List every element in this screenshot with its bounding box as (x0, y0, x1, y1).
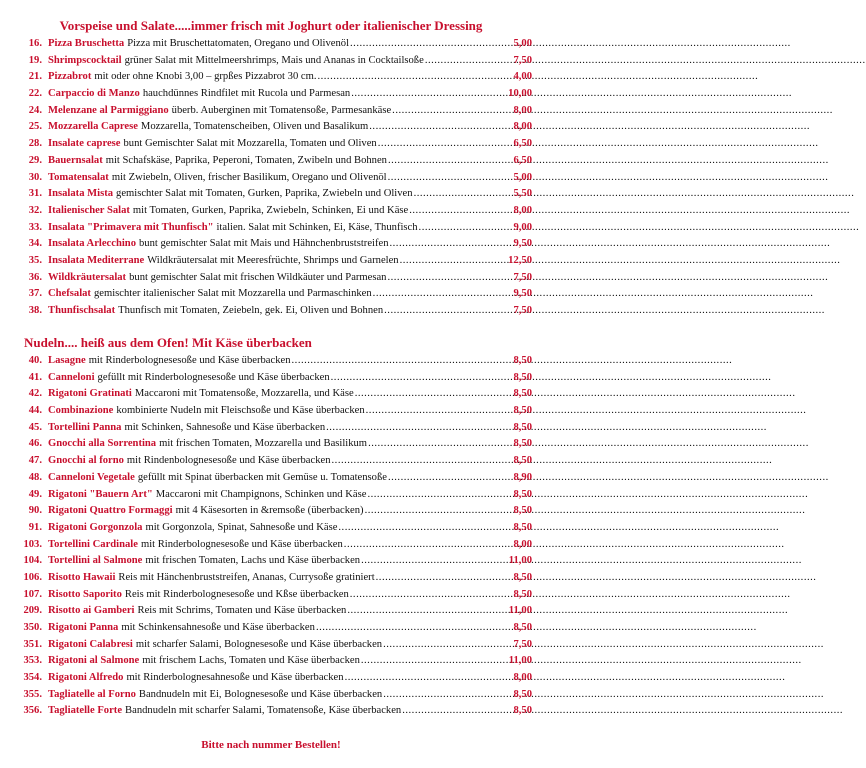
menu-item-description: grüner Salat mit Mittelmeershrimps, Mais und Ananas in Cocktailsoße (124, 54, 424, 66)
menu-item-number: 22. (28, 88, 42, 100)
menu-item-name: Canneloni Vegetale (48, 471, 135, 483)
menu-item-price: 8,50 (513, 455, 532, 467)
menu-item-price: 7,50 (513, 271, 532, 283)
menu-item-price: 8,00 (513, 204, 532, 216)
menu-item-description: mit Rinderbolognesesoße und Käse überbacken (88, 355, 291, 366)
menu-item-number: 350. (23, 622, 42, 633)
menu-item-number: 107. (23, 588, 42, 600)
menu-item-price: 8,50 (513, 438, 532, 450)
leader-dots (326, 420, 512, 437)
menu-item (12, 403, 532, 420)
menu-item-number: 31. (28, 188, 42, 200)
menu-item (12, 537, 532, 554)
leader-dots (383, 637, 512, 654)
menu-item-description: mit Tomaten, Gurken, Paprika, Zwiebeln, Schinken, Ei und Käse (132, 204, 409, 216)
leader-dots (292, 353, 513, 370)
menu-item-price: 6,50 (513, 154, 532, 166)
menu-item (12, 420, 532, 437)
leader-dots (338, 520, 512, 537)
leader-dots (355, 386, 513, 403)
menu-item (12, 270, 532, 287)
menu-item-description: gemischter Salat mit Tomaten, Gurken, Paprika, Zwiebeln und Oliven (116, 188, 413, 200)
menu-item-number: 32. (28, 204, 42, 216)
menu-item-name: Tagliatelle al Forno (48, 688, 136, 700)
menu-item-number: 90. (28, 505, 42, 517)
menu-item-name: Risotto ai Gamberi (48, 605, 135, 617)
menu-item-price: 8,90 (513, 471, 532, 483)
menu-item-number: 24. (28, 104, 42, 116)
menu-item-name: Insalata Arlecchino (48, 238, 136, 250)
leader-dots (317, 69, 512, 86)
menu-item (12, 570, 532, 587)
menu-item-price: 12,50 (508, 254, 532, 266)
menu-item-name: Insalata Mista (48, 188, 114, 200)
menu-item-number: 355. (23, 688, 42, 700)
menu-item-price: 7,50 (513, 638, 532, 650)
menu-item-name: Tortellini Panna (48, 421, 122, 433)
menu-item-name: Insalata "Primavera mit Thunfisch" (48, 221, 214, 233)
menu-item-number: 33. (28, 221, 42, 233)
menu-item-price: 8,00 (513, 672, 532, 684)
leader-dots (350, 36, 512, 53)
menu-item-description: mit Zwiebeln, Oliven, frischer Basilikum, Oregano und Olivenöl (111, 171, 387, 183)
menu-item-number: 40. (28, 355, 42, 366)
leader-dots (365, 503, 513, 520)
pasta-section-title: Nudeln.... heiß aus dem Ofen! Mit Käse überbacken (24, 335, 312, 350)
menu-item-description: mit Rindenbolognesesoße und Käse überbacken (126, 455, 331, 467)
leader-dots (419, 220, 513, 237)
menu-item-name: Gnocchi alla Sorrentina (48, 438, 157, 450)
menu-item-name: Italienischer Salat (48, 204, 130, 216)
menu-item-price: 8,50 (513, 355, 532, 366)
menu-item-description: mit oder ohne Knobi 3,00 – grpßes Pizzabrot 30 cm. (94, 71, 317, 83)
menu-item (12, 286, 532, 303)
menu-item-description: italien. Salat mit Schinken, Ei, Käse, Thunfisch (216, 221, 418, 233)
menu-item-number: 103. (23, 538, 42, 550)
menu-item (12, 553, 532, 570)
menu-item-price: 8,50 (513, 388, 532, 400)
menu-item-number: 29. (28, 154, 42, 166)
menu-item-description: mit frischem Lachs, Tomaten und Käse überbacken (142, 655, 360, 667)
menu-item-price: 8,00 (513, 121, 532, 133)
menu-item-price: 9,00 (513, 221, 532, 233)
menu-item (12, 470, 532, 487)
menu-item-name: Rigatoni Gorgonzola (48, 521, 143, 533)
menu-item (12, 86, 532, 103)
leader-dots (425, 53, 513, 70)
leader-dots (383, 687, 512, 704)
menu-item-description: bunt gemischter Salat mit frischen Wildkäuter und Parmesan (129, 271, 387, 283)
leader-dots (387, 270, 512, 287)
leader-dots (373, 286, 513, 303)
menu-item-name: Insalate caprese (48, 138, 121, 150)
menu-item-number: 35. (28, 254, 42, 266)
menu-item (12, 253, 532, 270)
menu-item-number: 106. (23, 571, 42, 583)
menu-item-name: Tortellini al Salmone (48, 555, 143, 567)
menu-item-description: Maccaroni mit Tomatensoße, Mozzarella, und Käse (134, 388, 354, 400)
menu-item-price: 8,50 (513, 705, 532, 717)
menu-item-number: 48. (28, 471, 42, 483)
menu-item-name: Tortellini Cardinale (48, 538, 138, 550)
menu-item-description: überb. Auberginen mit Tomatensoße, Parmesankäse (171, 104, 392, 116)
leader-dots (344, 537, 513, 554)
menu-item-number: 16. (28, 38, 42, 49)
menu-item-price: 8,50 (513, 405, 532, 417)
leader-dots (414, 186, 513, 203)
menu-item-price: 8,50 (513, 488, 532, 500)
menu-item-description: Thunfisch mit Tomaten, Zeiebeln, gek. Ei, Oliven und Bohnen (118, 305, 384, 316)
menu-item-name: Tagliatelle Forte (48, 705, 123, 717)
leader-dots (402, 703, 512, 720)
menu-item-name: Rigatoni "Bauern Art" (48, 488, 153, 500)
menu-item-description: Mozzarella, Tomatenscheiben, Oliven und Basalikum (140, 121, 369, 133)
menu-item-number: 49. (28, 488, 42, 500)
menu-item-description: bunt gemischter Salat mit Mais und Hähnchenbruststreifen (139, 238, 389, 250)
leader-dots (350, 587, 513, 604)
menu-item-number: 353. (23, 655, 42, 667)
menu-item-description: Wildkräutersalat mit Meeresfrüchte, Shrimps und Garnelen (147, 254, 399, 266)
menu-item (12, 36, 532, 53)
leader-dots (316, 620, 513, 637)
leader-dots (400, 253, 508, 270)
menu-item-number: 45. (28, 421, 42, 433)
leader-dots (376, 570, 513, 587)
menu-item-price: 8,50 (513, 588, 532, 600)
menu-item (12, 637, 532, 654)
leader-dots (388, 170, 513, 187)
menu-item-number: 209. (23, 605, 42, 617)
menu-item-name: Risotto Saporito (48, 588, 122, 600)
menu-item (12, 69, 532, 86)
menu-item-description: mit scharfer Salami, Bolognesesoße und Käse überbacken (135, 638, 383, 650)
menu-item-name: Tomatensalat (48, 171, 109, 183)
leader-dots (368, 436, 512, 453)
menu-item-description: kombinierte Nudeln mit Fleischsoße und Käse überbacken (116, 405, 365, 417)
menu-item-name: Rigatoni Alfredo (48, 672, 124, 684)
menu-item-description: mit Rinderbolognesahnesoße und Käse überbacken (126, 672, 344, 684)
menu-item-description: Bandnudeln mit Ei, Bolognesesoße und Käse überbacken (138, 688, 383, 700)
menu-item (12, 236, 532, 253)
menu-item-price: 4,00 (513, 71, 532, 83)
leader-dots (369, 119, 512, 136)
menu-item-number: 41. (28, 371, 42, 383)
menu-item-number: 19. (28, 54, 42, 66)
menu-item-price: 8,50 (513, 421, 532, 433)
menu-item (12, 303, 532, 320)
menu-item-name: Chefsalat (48, 288, 91, 300)
menu-item-description: Reis mit Hänchenbruststreifen, Ananas, Currysoße gratiniert (118, 571, 375, 583)
leader-dots (366, 403, 513, 420)
leader-dots (390, 236, 513, 253)
menu-item-price: 7,50 (513, 54, 532, 66)
leader-dots (345, 670, 513, 687)
menu-item-description: mit frischen Tomaten, Mozzarella und Basilikum (159, 438, 368, 450)
menu-item-name: Rigatoni Panna (48, 622, 119, 633)
menu-item-description: mit frischen Tomaten, Lachs und Käse überbacken (145, 555, 361, 567)
menu-item-name: Melenzane al Parmiggiano (48, 104, 169, 116)
menu-item (12, 370, 532, 387)
menu-item-price: 5,00 (513, 171, 532, 183)
menu-item-price: 10,00 (508, 88, 532, 100)
menu-item-description: mit Schafskäse, Paprika, Peperoni, Tomaten, Zwibeln und Bohnen (105, 154, 387, 166)
leader-dots (384, 303, 512, 320)
menu-item-description: gefüllt mit Spinat überbacken mit Gemüse u. Tomatensoße (137, 471, 387, 483)
menu-item (12, 186, 532, 203)
menu-item-number: 28. (28, 138, 42, 150)
menu-item-number: 356. (23, 705, 42, 717)
menu-item-name: Rigatoni Calabresi (48, 638, 133, 650)
menu-item-number: 91. (28, 521, 42, 533)
menu-item (12, 153, 532, 170)
leader-dots (361, 653, 508, 670)
menu-item-number: 42. (28, 388, 42, 400)
menu-item-name: Lasagne (48, 355, 86, 366)
leader-dots (347, 603, 507, 620)
menu-item-price: 8,50 (513, 505, 532, 517)
menu-item-price: 5,00 (513, 38, 532, 49)
menu-item-name: Rigatoni Quattro Formaggi (48, 505, 173, 517)
order-note: Bitte nach nummer Bestellen! (201, 739, 341, 751)
menu-item-description: mit Gorgonzola, Spinat, Sahnesoße und Käse (145, 521, 338, 533)
menu-item-price: 11,00 (508, 655, 532, 667)
menu-item-price: 8,50 (513, 571, 532, 583)
menu-item (12, 103, 532, 120)
leader-dots (388, 153, 512, 170)
menu-item-description: Bandnudeln mit scharfer Salami, Tomatensoße, Käse überbacken (125, 705, 402, 717)
menu-item (12, 119, 532, 136)
menu-item (12, 587, 532, 604)
menu-item-description: gefüllt mit Rinderbolognesesoße und Käse überbacken (97, 371, 330, 383)
menu-item-price: 8,00 (513, 104, 532, 116)
menu-item-description: mit Schinken, Sahnesoße und Käse überbacken (124, 421, 326, 433)
menu-item-description: bunt Gemischter Salat mit Mozzarella, Tomaten und Oliven (123, 138, 377, 150)
menu-item-number: 351. (23, 638, 42, 650)
menu-item (12, 503, 532, 520)
menu-item (12, 620, 532, 637)
menu-item-price: 11,00 (508, 605, 532, 617)
menu-item (12, 703, 532, 720)
menu-item-number: 25. (28, 121, 42, 133)
menu-item-name: Pizzabrot (48, 71, 92, 83)
menu-item-number: 104. (23, 555, 42, 567)
menu-item-price: 7,50 (513, 305, 532, 316)
menu-item-number: 36. (28, 271, 42, 283)
menu-item-number: 34. (28, 238, 42, 250)
leader-dots (332, 453, 513, 470)
menu-item-name: Rigatoni al Salmone (48, 655, 140, 667)
menu-item (12, 670, 532, 687)
menu-item-number: 21. (28, 71, 42, 83)
menu-item (12, 453, 532, 470)
menu-item (12, 170, 532, 187)
menu-item (12, 653, 532, 670)
menu-item (12, 520, 532, 537)
menu-item-name: Canneloni (48, 371, 95, 383)
menu-item-price: 11,00 (508, 555, 532, 567)
menu-item-name: Shrimpscocktail (48, 54, 122, 66)
menu-item-number: 46. (28, 438, 42, 450)
menu-item-price: 9,50 (513, 238, 532, 250)
menu-item (12, 220, 532, 237)
menu-item-description: mit Schinkensahnesoße und Käse überbacken (121, 622, 315, 633)
menu-item-description: Maccaroni mit Champignons, Schinken und Käse (155, 488, 367, 500)
menu-item-name: Pizza Bruschetta (48, 38, 125, 49)
menu-item-price: 5,50 (513, 188, 532, 200)
menu-item-name: Risotto Hawaii (48, 571, 116, 583)
menu-item-number: 30. (28, 171, 42, 183)
menu-item-name: Wildkräutersalat (48, 271, 127, 283)
menu-item-number: 354. (23, 672, 42, 684)
leader-dots (351, 86, 507, 103)
menu-item-description: mit 4 Käsesorten in &remsoße (überbacken) (175, 505, 364, 517)
menu-item (12, 53, 532, 70)
menu-item-description: Reis mit Schrims, Tomaten und Käse überbacken (137, 605, 347, 617)
menu-item-number: 37. (28, 288, 42, 300)
menu-item-number: 47. (28, 455, 42, 467)
menu-item (12, 687, 532, 704)
menu-item (12, 436, 532, 453)
leader-dots (331, 370, 513, 387)
menu-item-price: 8,50 (513, 688, 532, 700)
leader-dots (388, 470, 512, 487)
menu-item-price: 8,50 (513, 622, 532, 633)
menu-item (12, 487, 532, 504)
menu-item-description: hauchdünnes Rindfilet mit Rucola und Parmesan (142, 88, 351, 100)
menu-item-price: 6,50 (513, 138, 532, 150)
menu-item-name: Thunfischsalat (48, 305, 116, 316)
menu-item-name: Rigatoni Gratinati (48, 388, 132, 400)
menu-item-number: 38. (28, 305, 42, 316)
menu-item (12, 386, 532, 403)
menu-item-description: mit Rinderbolognesesoße und Käse überbacken (140, 538, 343, 550)
menu-item-name: Combinazione (48, 405, 114, 417)
leader-dots (392, 103, 512, 120)
leader-dots (409, 203, 512, 220)
menu-item-price: 8,50 (513, 371, 532, 383)
menu-item-name: Gnocchi al forno (48, 455, 124, 467)
menu-item (12, 353, 532, 370)
starters-list (12, 36, 532, 320)
menu-item (12, 136, 532, 153)
menu-item-name: Mozzarella Caprese (48, 121, 138, 133)
menu-item-name: Bauernsalat (48, 154, 103, 166)
menu-item-name: Carpaccio di Manzo (48, 88, 140, 100)
leader-dots (367, 487, 512, 504)
leader-dots (378, 136, 513, 153)
menu-item (12, 203, 532, 220)
menu-item-number: 44. (28, 405, 42, 417)
menu-item-description: Reis mit Rinderbolognesesoße und Kßse überbacken (124, 588, 349, 600)
leader-dots (361, 553, 508, 570)
menu-item-description: gemischter italienischer Salat mit Mozzarella und Parmaschinken (93, 288, 372, 300)
menu-item-description: Pizza mit Bruschettatomaten, Oregano und Olivenöl (127, 38, 350, 49)
pasta-list (12, 353, 532, 720)
menu-item (12, 603, 532, 620)
menu-item-price: 9,50 (513, 288, 532, 300)
starters-section-title: Vorspeise und Salate.....immer frisch mit Joghurt oder italienischer Dressing (59, 18, 483, 33)
menu-item-price: 8,00 (513, 538, 532, 550)
menu-item-price: 8,50 (513, 521, 532, 533)
menu-item-name: Insalata Mediterrane (48, 254, 145, 266)
